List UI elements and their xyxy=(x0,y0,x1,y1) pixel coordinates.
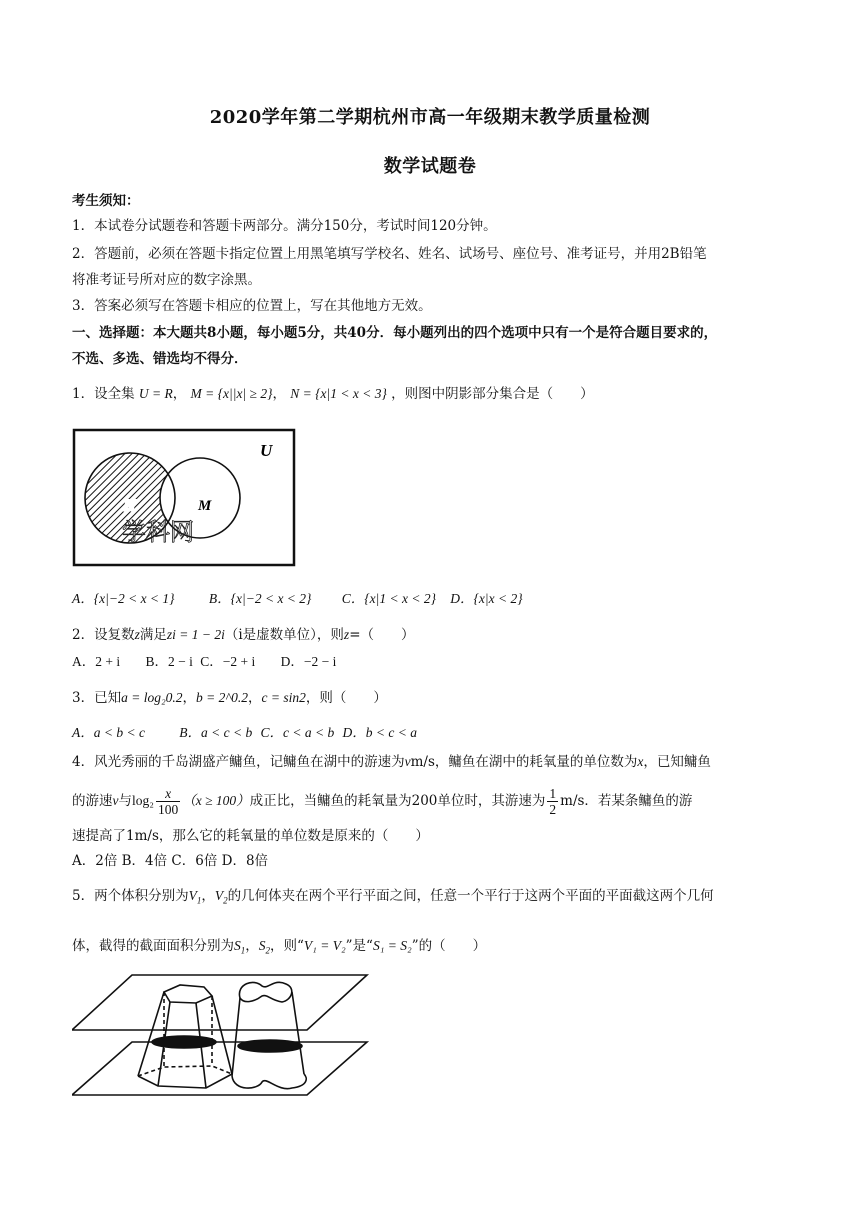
q1-option-d: D．{x|x < 2} xyxy=(450,591,523,606)
q1-option-b: B．{x|−2 < x < 2} xyxy=(208,591,312,606)
question-2-options xyxy=(72,652,336,672)
q2-option-d: D．−2 − i xyxy=(280,654,337,669)
q3-prefix: 3．已知 xyxy=(72,690,122,706)
q1-set-m: M = {x||x| ≥ 2} xyxy=(190,386,273,401)
q4-speed-num: 1 xyxy=(549,786,557,801)
q5-text-d: ，则“ xyxy=(270,938,304,954)
q4-frac-num: x xyxy=(156,786,180,802)
q4-speed-fraction xyxy=(547,786,558,817)
q2-option-a: A．2 + i xyxy=(72,654,121,669)
q1-option-a: A．{x|−2 < x < 1} xyxy=(72,591,175,606)
q4-var-v-2: v xyxy=(112,793,119,808)
q4-condition: （x ≥ 100） xyxy=(182,793,250,808)
q1-option-c: C．{x|1 < x < 2} xyxy=(341,591,436,606)
q3-option-b: B．a < c < b xyxy=(179,725,253,740)
question-1-stem: 1．设全集 U = R， M = {x||x| ≥ 2}， N = {x|1 < x < 3} ，则图中阴影部分集合是（ ） xyxy=(72,386,594,402)
question-2-stem xyxy=(72,625,415,645)
q4-text-f: 成正比，当鳙鱼的耗氧量为200单位时，其游速为 xyxy=(249,793,546,809)
q2-option-c: C．−2 + i xyxy=(200,654,256,669)
q4-frac-den: 100 xyxy=(157,802,179,817)
exam-subtitle: 数学试题卷 xyxy=(383,156,477,177)
q5-text-e: ”是“ xyxy=(345,938,373,954)
question-4-line-2 xyxy=(72,784,692,818)
question-4-line-3: 速提高了1m/s，那么它的耗氧量的单位数是原来的（ ） xyxy=(72,828,429,844)
question-5-line-1: 5．两个体积分别为$V_1$，$V_2$的几何体夹在两个平行平面之间，任意一个平行于这两个平面的平面截这两个几何 xyxy=(72,888,714,906)
notice-item-2: 2．答题前，必须在答题卡指定位置上用黑笔填写学校名、姓名、试场号、座位号、准考证号，并用2B铅笔 xyxy=(72,246,707,262)
q4-fraction xyxy=(156,786,180,817)
q1-prefix: 1．设全集 xyxy=(72,386,135,402)
q5-condition-v: V₁ = V₂ xyxy=(303,938,346,953)
parallel-planes-figure xyxy=(72,970,372,1100)
question-1-options xyxy=(72,589,523,609)
q2-var: z xyxy=(134,627,140,642)
q4-text-g: m/s．若某条鳙鱼的游 xyxy=(560,793,693,809)
watermark: 学科网 xyxy=(122,518,194,546)
q2-mid: 满足 xyxy=(139,627,167,643)
q4-speed-den: 2 xyxy=(549,802,557,817)
q1-set-u: U = R xyxy=(138,386,173,401)
question-3-options xyxy=(72,723,417,743)
q1-set-n: N = {x|1 < x < 3} xyxy=(290,386,387,401)
q4-text-b: m/s，鳙鱼在湖中的耗氧量的单位数为 xyxy=(410,754,638,770)
q2-end: =（ ） xyxy=(349,627,415,643)
notice-item-1: 1．本试卷分试题卷和答题卡两部分。满分150分，考试时间120分钟。 xyxy=(72,218,497,234)
top-plane xyxy=(72,975,367,1030)
notice-heading: 考生须知： xyxy=(72,193,140,209)
exam-title: 2020学年第二学期杭州市高一年级期末教学质量检测 xyxy=(209,107,651,128)
notice-item-2-cont: 将准考证号所对应的数字涂黑。 xyxy=(72,272,261,288)
q4-text-a: 4．风光秀丽的千岛湖盛产鳙鱼，记鳙鱼在湖中的游速为 xyxy=(72,754,405,770)
q2-equation: zi = 1 − 2i xyxy=(166,627,225,642)
q4-var-v: v xyxy=(404,754,411,769)
venn-label-m: M xyxy=(198,498,212,514)
q5-condition-s: S₁ = S₂ xyxy=(372,938,412,953)
q1-suffix: ，则图中阴影部分集合是（ ） xyxy=(391,386,594,402)
section-1-heading-cont: 不选、多选、错选均不得分． xyxy=(72,351,248,367)
q4-log: log₂ xyxy=(132,793,154,808)
notice-item-3: 3．答案必须写在答题卡相应的位置上，写在其他地方无效。 xyxy=(72,298,432,314)
q4-var-x: x xyxy=(637,754,644,769)
venn-label-n: N xyxy=(124,498,135,514)
section-1-heading: 一、选择题：本大题共8小题，每小题5分，共40分．每小题列出的四个选项中只有一个是符合题目要求的， xyxy=(72,325,718,341)
q4-text-c: ，已知鳙鱼 xyxy=(643,754,711,770)
q5-text-a: 5．两个体积分别为 xyxy=(72,888,189,904)
q3-a: a = log₂0.2 xyxy=(121,690,183,705)
question-3-stem: 3．已知a = log₂0.2，b = 2^0.2，c = sin2，则（ ） xyxy=(72,690,387,706)
venn-diagram xyxy=(72,428,298,568)
q2-option-b: B．2 − i xyxy=(145,654,193,669)
q3-suffix: ，则（ ） xyxy=(305,690,387,706)
q3-option-d: D．b < c < a xyxy=(342,725,418,740)
q3-option-c: C．c < a < b xyxy=(260,725,335,740)
q2-prefix: 2．设复数 xyxy=(72,627,135,643)
question-4-line-1 xyxy=(72,752,711,772)
q5-text-c: 体，截得的截面面积分别为 xyxy=(72,938,234,954)
question-4-options: A．2倍 B．4倍 C．6倍 D．8倍 xyxy=(72,853,269,869)
venn-label-u: U xyxy=(260,441,273,460)
q3-c: c = sin2 xyxy=(261,690,306,705)
q4-text-d: 的游速 xyxy=(72,793,113,809)
q3-b: b = 2^0.2 xyxy=(196,690,248,705)
bottom-plane xyxy=(72,1042,367,1095)
q2-var-2: z xyxy=(343,627,350,642)
q2-note: （i是虚数单位），则 xyxy=(224,627,344,643)
question-5-line-2: 体，截得的截面面积分别为$S_1$，$S_2$，则“V₁ = V₂”是“S₁ = S₂”的（ ） xyxy=(72,938,487,956)
q5-text-b: 的几何体夹在两个平行平面之间，任意一个平行于这两个平面的平面截这两个几何 xyxy=(227,888,714,904)
q3-option-a: A．a < b < c xyxy=(72,725,145,740)
q4-text-e: 与 xyxy=(118,793,132,809)
q5-text-f: ”的（ ） xyxy=(411,938,487,954)
